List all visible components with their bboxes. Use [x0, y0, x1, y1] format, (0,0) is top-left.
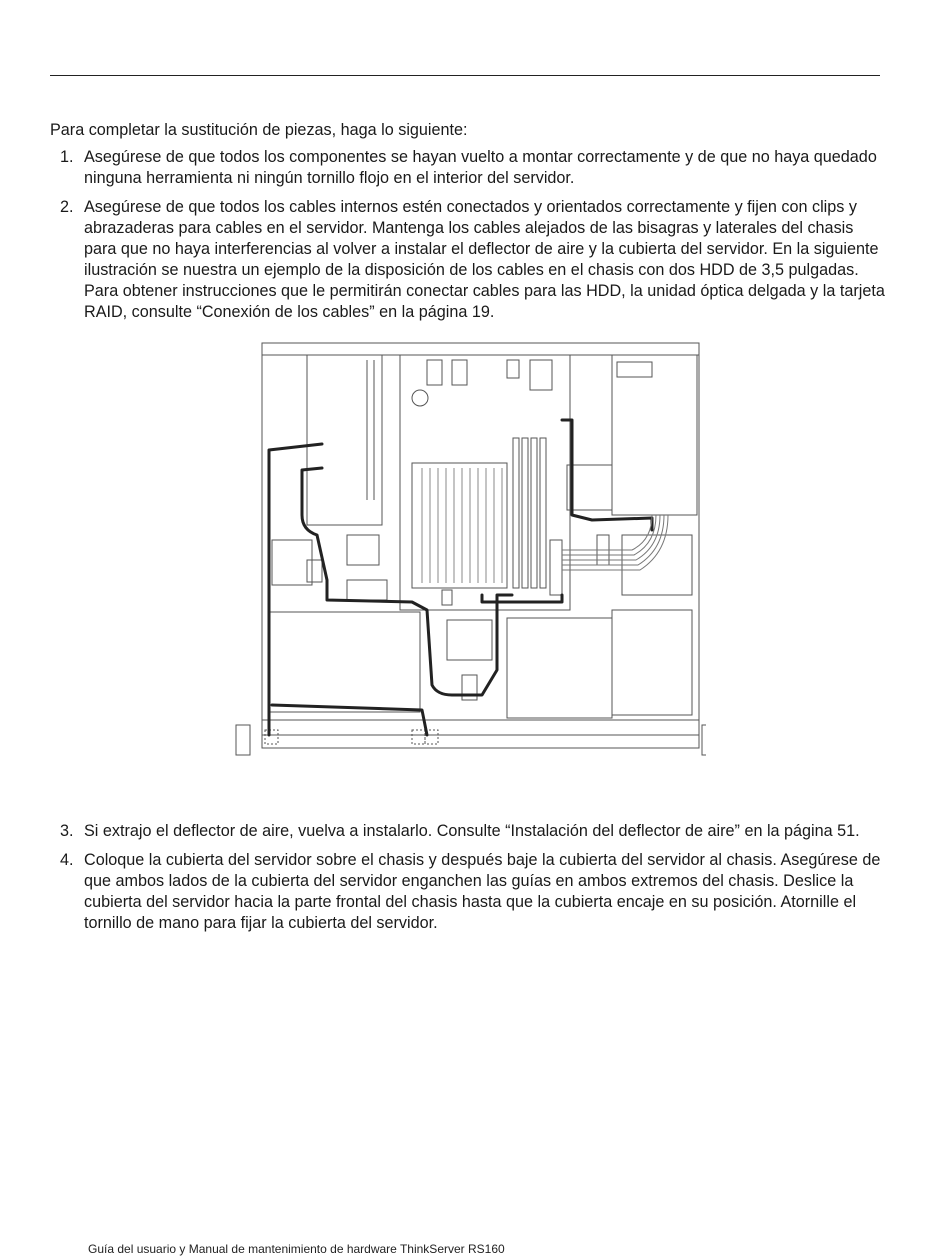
header-rule: [50, 75, 880, 76]
step-3: [50, 821, 890, 842]
step-number: 2.: [60, 198, 74, 216]
step-text: Si extrajo el deflector de aire, vuelva a instalarlo. Consulte “Instalación del deflector de aire” en la página 51.: [84, 822, 860, 840]
step-number: 3.: [60, 822, 74, 840]
step-1: [50, 147, 890, 189]
intro-text: Para completar la sustitución de piezas, haga lo siguiente:: [50, 121, 468, 139]
step-4: [50, 850, 890, 934]
step-text: Asegúrese de que todos los componentes se hayan vuelto a montar correctamente y de que no haya quedado ninguna herramienta ni ningún tornillo flojo en el interior del servidor.: [84, 148, 877, 187]
steps-list-top: [50, 147, 890, 331]
steps-list-bottom: [50, 821, 890, 942]
step-text: Asegúrese de que todos los cables internos estén conectados y orientados correctamente y fijen con clips y abrazaderas para cables en el servidor. Mantenga los cables alejados de las bisagras y laterales del chasis para que no haya interferencias al volver a instalar el deflector de aire y la cubierta del servidor. En la siguiente ilustración se nuestra un ejemplo de la disposición de los cables en el chasis con dos HDD de 3,5 pulgadas. Para obtener instrucciones que le permitirán conectar cables para las HDD, la unidad óptica delgada y la tarjeta RAID, consulte “Conexión de los cables” en la página 19.: [84, 198, 885, 321]
step-number: 4.: [60, 851, 74, 869]
step-text: Coloque la cubierta del servidor sobre el chasis y después baje la cubierta del servidor al chasis. Asegúrese de que ambos lados de la cubierta del servidor enganchen las guías en ambos extremos del chasis. Deslice la cubierta del servidor hacia la parte frontal del chasis hasta que la cubierta encaje en su posición. Atornille el tornillo de mano para fijar la cubierta del servidor.: [84, 851, 881, 932]
page-footer: Guía del usuario y Manual de mantenimiento de hardware ThinkServer RS160: [88, 1242, 505, 1256]
cable-routing-illustration: [232, 340, 706, 760]
step-2: [50, 197, 890, 323]
step-number: 1.: [60, 148, 74, 166]
